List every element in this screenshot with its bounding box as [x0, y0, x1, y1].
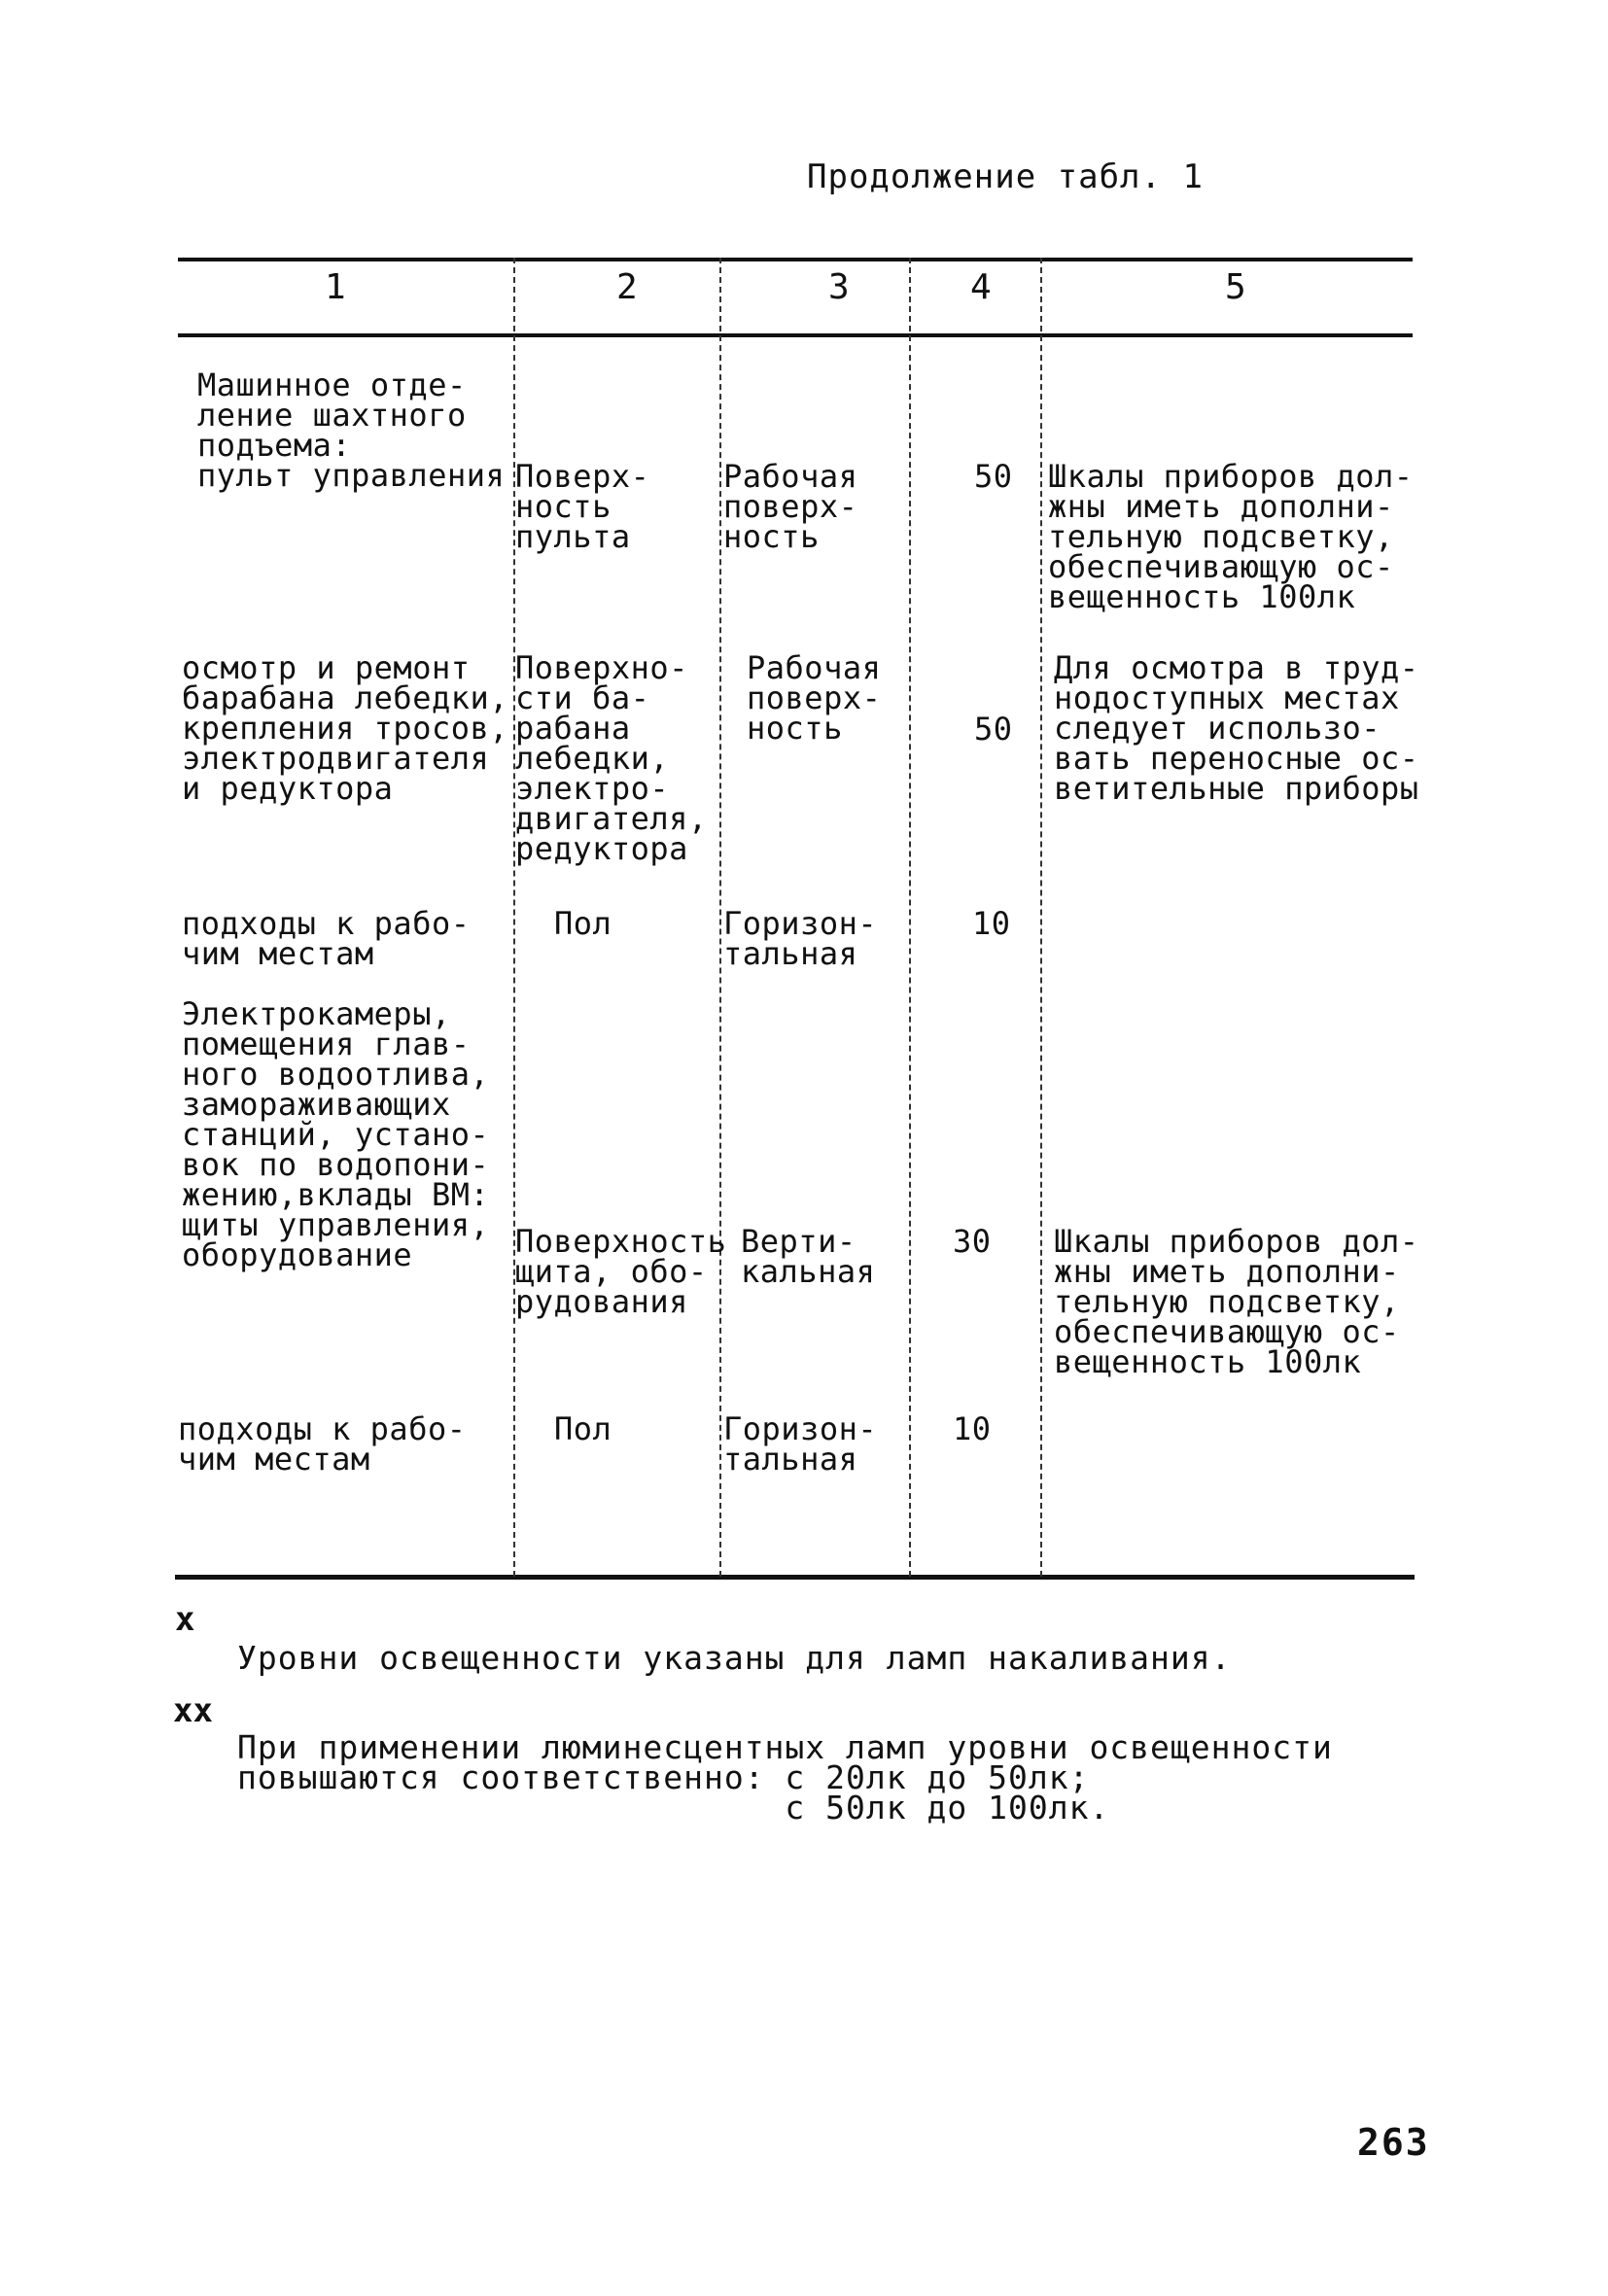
row2-col3: Рабочая поверх- ность	[747, 649, 882, 747]
row5-col4: 10	[953, 1410, 992, 1447]
column-divider-2-3	[719, 258, 721, 1577]
header-bottom-rule	[178, 333, 1413, 337]
row3-col2: Пол	[554, 905, 612, 942]
table-caption: Продолжение табл. 1	[807, 157, 1204, 196]
row4-col4: 30	[953, 1223, 992, 1260]
footnote-1-text: Уровни освещенности указаны для ламп накаливания.	[237, 1639, 1232, 1677]
row2-col4: 50	[974, 711, 1013, 748]
page-number: 263	[1357, 2121, 1430, 2164]
table-bottom-rule	[175, 1575, 1415, 1580]
row4-col5: Шкалы приборов дол- жны иметь дополни- тельную подсветку, обеспечивающую ос- вещенность 100лк	[1054, 1223, 1419, 1380]
header-col-3: 3	[828, 267, 850, 307]
row3-col3: Горизон- тальная	[723, 905, 878, 972]
row5-col2: Пол	[554, 1410, 612, 1447]
row1-col5: Шкалы приборов дол- жны иметь дополни- тельную подсветку, обеспечивающую ос- вещенность 100лк	[1048, 458, 1414, 615]
footnote-2-mark: xx	[173, 1691, 213, 1730]
row2-col1: осмотр и ремонт барабана лебедки, крепления тросов, электродвигателя и редуктора	[182, 649, 509, 807]
row5-col1: подходы к рабо- чим местам	[178, 1410, 467, 1478]
row4-col2: Поверхность щита, обо- рудования	[515, 1223, 727, 1320]
header-col-1: 1	[325, 267, 346, 307]
row4-col1: Электрокамеры, помещения глав- ного водоотлива, замораживающих станций, устано- вок по водопони- жению,вклады ВМ: щиты управления, оборудование	[182, 995, 490, 1273]
column-divider-4-5	[1040, 258, 1042, 1577]
row3-col1: подходы к рабо- чим местам	[182, 905, 471, 972]
header-col-5: 5	[1225, 267, 1246, 307]
row1-col4: 50	[974, 458, 1013, 495]
footnote-2-text: При применении люминесцентных ламп уровни освещенности повышаются соответственно: с 20лк до 50лк; с 50лк до 100лк.	[237, 1728, 1333, 1826]
header-col-2: 2	[616, 267, 638, 307]
row2-col2: Поверхно- сти ба- рабана лебедки, электро- двигателя, редуктора	[515, 649, 708, 867]
footnote-1-mark: x	[175, 1600, 195, 1639]
row3-col4: 10	[972, 905, 1011, 942]
column-divider-3-4	[909, 258, 911, 1577]
table-top-rule	[178, 258, 1413, 261]
row1-col1: Машинное отде- ление шахтного подъема: пульт управления	[197, 366, 506, 494]
column-divider-1-2	[513, 258, 515, 1577]
row4-col3: Верти- кальная	[741, 1223, 876, 1290]
row1-col3: Рабочая поверх- ность	[723, 458, 858, 555]
row1-col2: Поверх- ность пульта	[515, 458, 650, 555]
header-col-4: 4	[970, 267, 992, 307]
row5-col3: Горизон- тальная	[723, 1410, 878, 1478]
row2-col5: Для осмотра в труд- нодоступных местах следует использо- вать переносные ос- ветительные приборы	[1054, 649, 1419, 807]
